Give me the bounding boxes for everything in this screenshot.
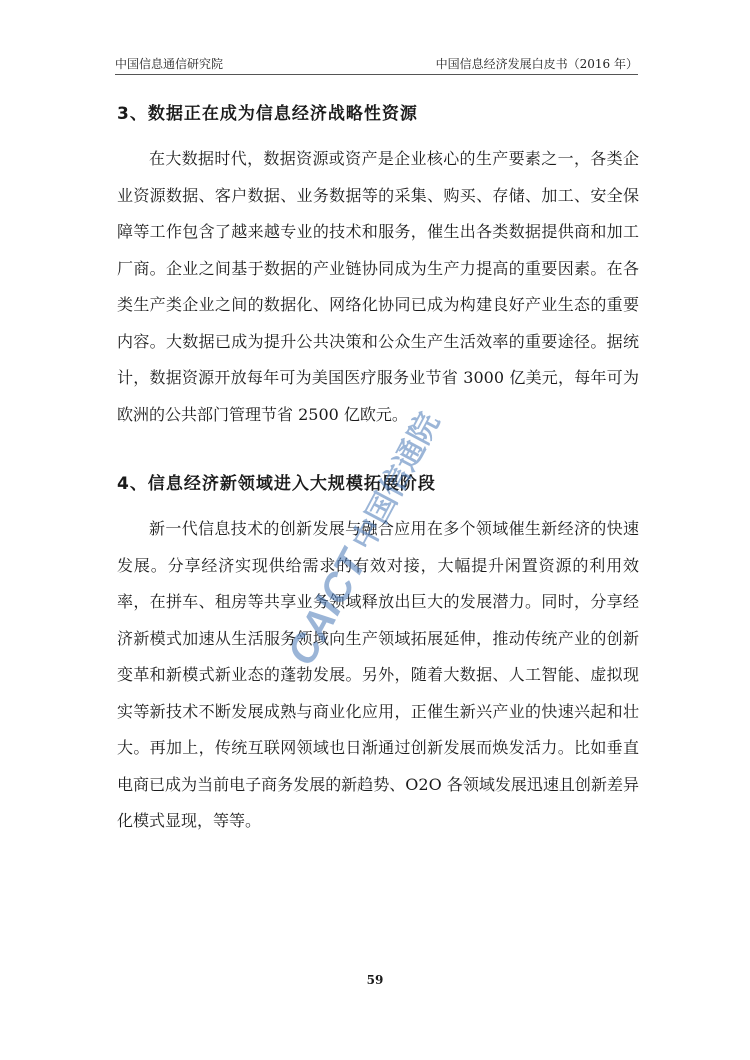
section-heading: 3、数据正在成为信息经济战略性资源	[117, 104, 418, 124]
section-paragraph: 在大数据时代，数据资源或资产是企业核心的生产要素之一，各类企业资源数据、客户数据、业务数据等的采集、购买、存储、加工、安全保障等工作包含了越来越专业的技术和服务，催生出各类数据提供商和加工厂商。企业之间基于数据的产业链协同成为生产力提高的重要因素。在各类生产类企业之间的数据化、网络化协同已成为构建良好产业生态的重要内容。大数据已成为提升公共决策和公众生产生活效率的重要途径。据统计，数据资源开放每年可为美国医疗服务业节省 3000 亿美元，每年可为欧洲的公共部门管理节省 2500 亿欧元。	[117, 149, 639, 424]
section-paragraph: 新一代信息技术的创新发展与融合应用在多个领域催生新经济的快速发展。分享经济实现供给需求的有效对接，大幅提升闲置资源的利用效率，在拼车、租房等共享业务领域释放出巨大的发展潜力。同时，分享经济新模式加速从生活服务领域向生产领域拓展延伸，推动传统产业的创新变革和新模式新业态的蓬勃发展。另外，随着大数据、人工智能、虚拟现实等新技术不断发展成熟与商业化应用，正催生新兴产业的快速兴起和壮大。再加上，传统互联网领域也日渐通过创新发展而焕发活力。比如垂直电商已成为当前电子商务发展的新趋势、O2O 各领域发展迅速且创新差异化模式显现，等等。	[117, 519, 639, 830]
header-doc-title: 中国信息经济发展白皮书（2016 年）	[435, 57, 638, 71]
page-number: 59	[366, 973, 384, 987]
section-heading: 4、信息经济新领域进入大规模拓展阶段	[117, 474, 436, 494]
page-header	[115, 50, 638, 75]
header-org-name: 中国信息通信研究院	[115, 57, 224, 71]
watermark-logo-text: CAICT	[279, 543, 376, 673]
watermark-cn-text: 中国信通院	[345, 407, 447, 557]
